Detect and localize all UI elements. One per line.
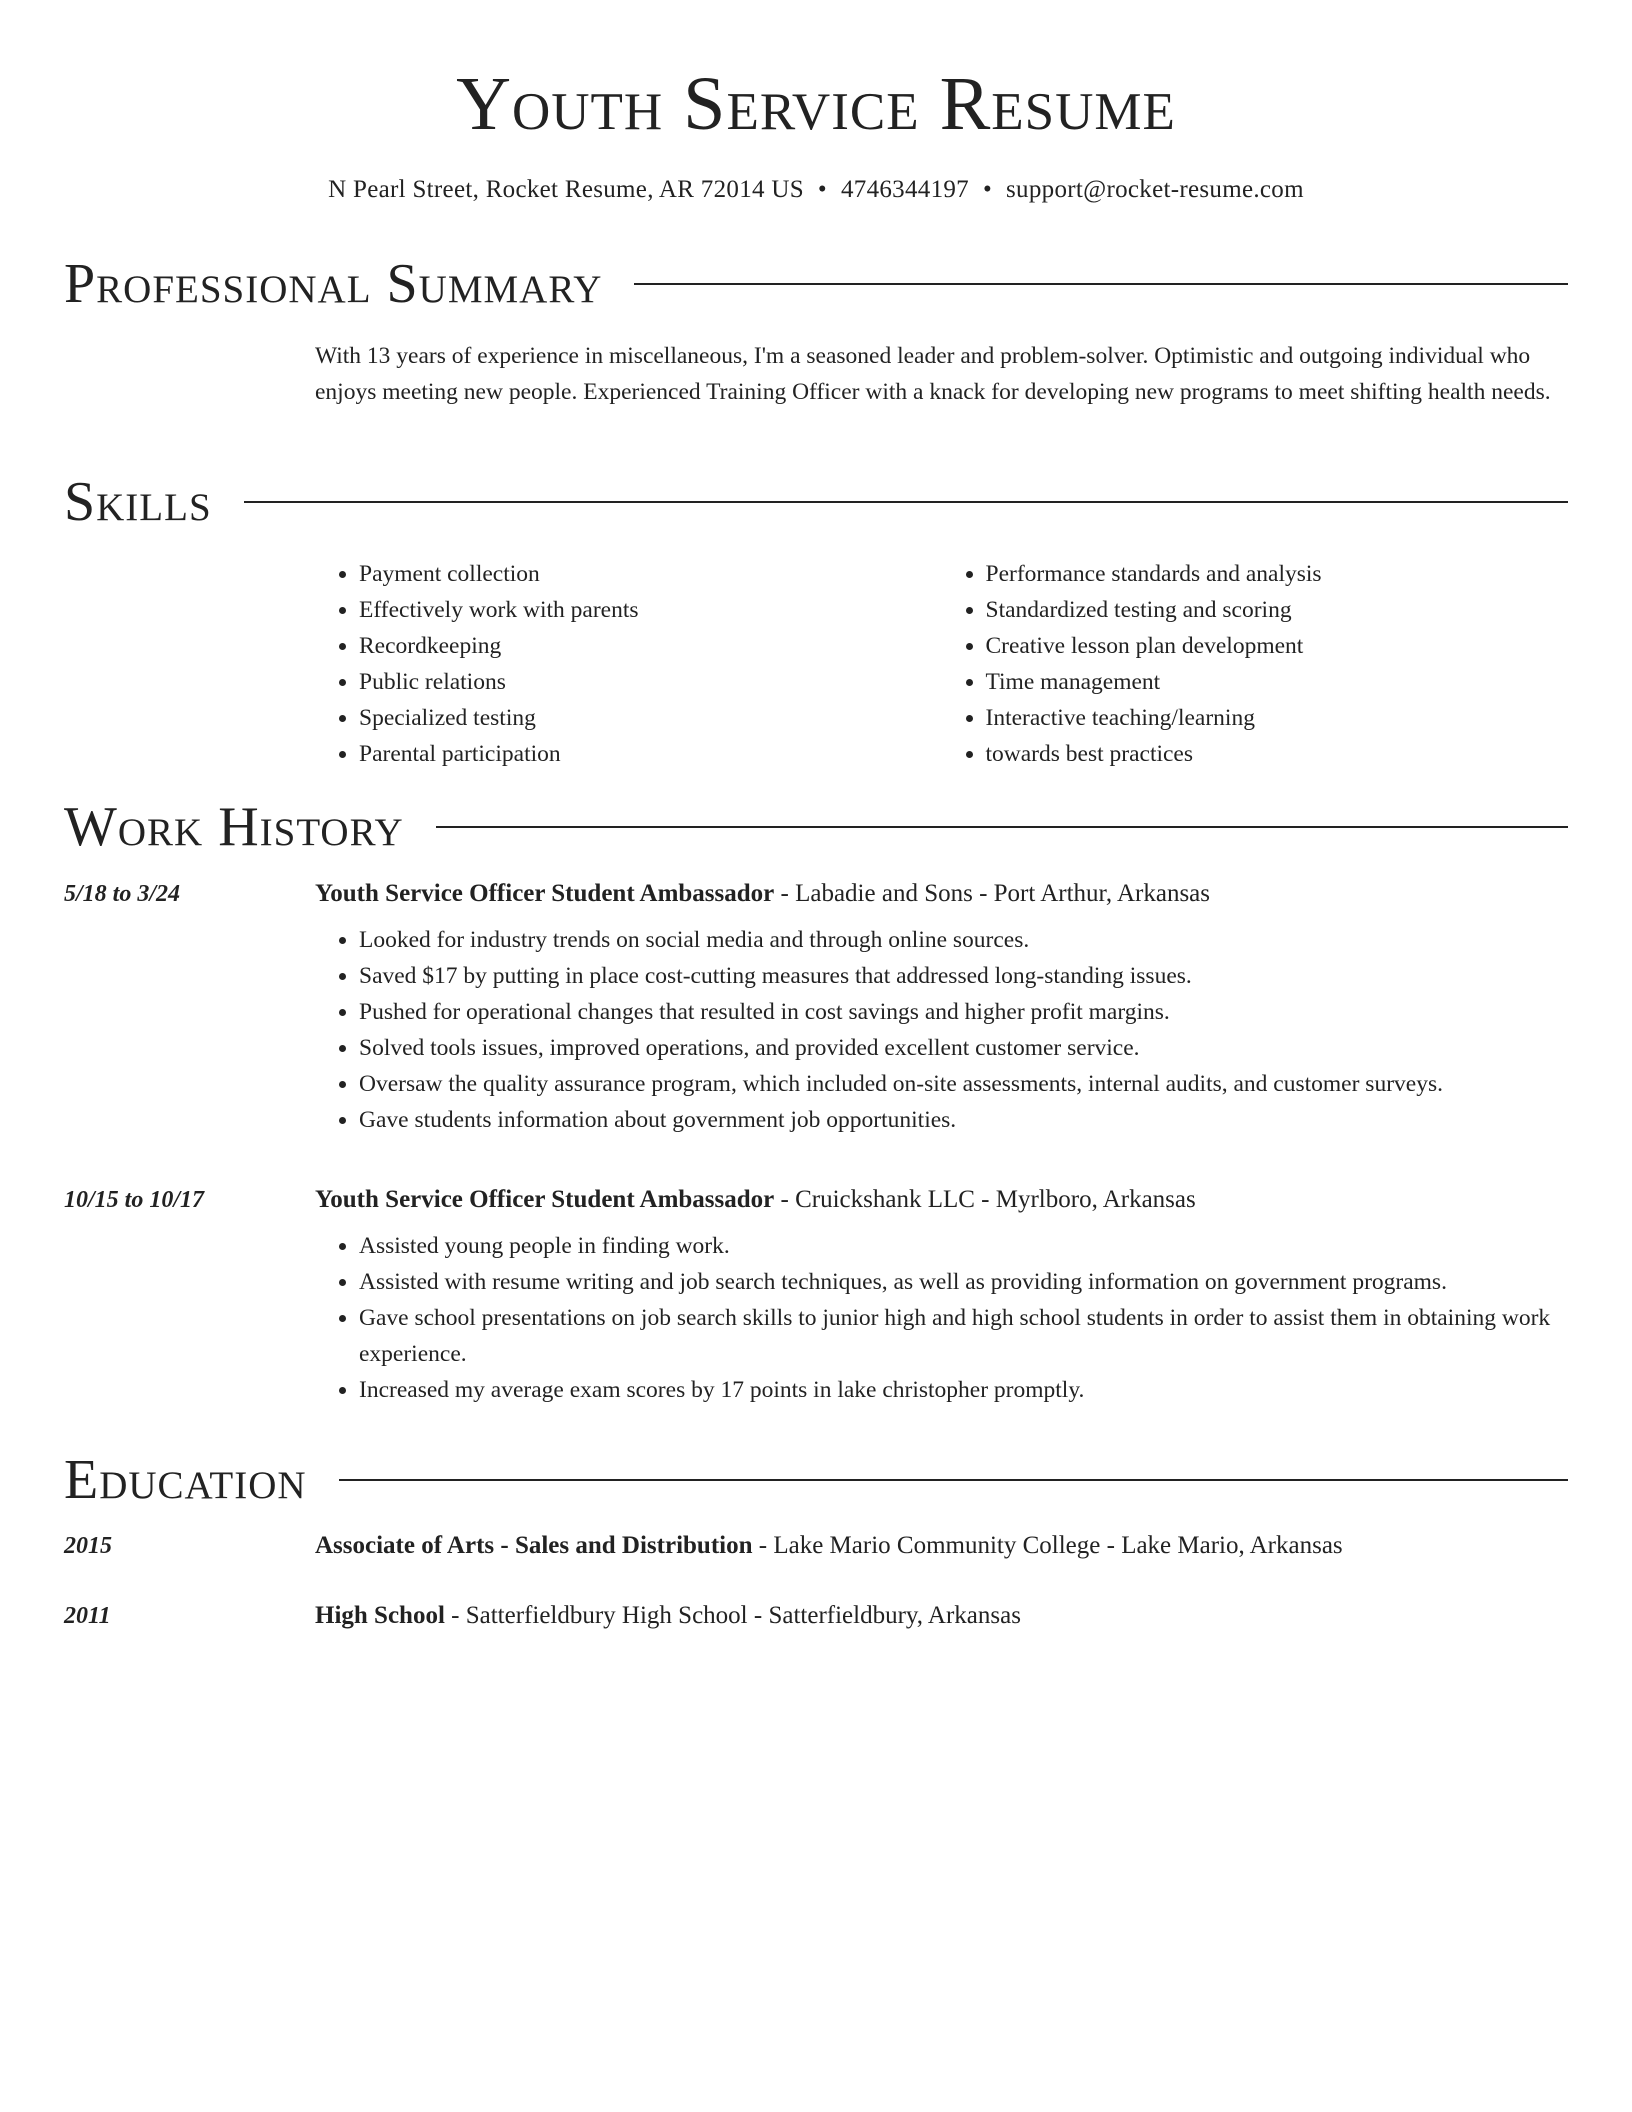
job-title: Youth Service Officer Student Ambassador — [315, 880, 775, 907]
duty-item: • Looked for industry trends on social media and through online sources. — [359, 922, 1568, 958]
duty-item: • Gave school presentations on job search skills to junior high and high school students in order to assist them in obtaining work experience. — [359, 1300, 1568, 1372]
section-divider — [634, 283, 1568, 285]
skills-section — [64, 556, 1568, 772]
skills-list-right — [942, 556, 1569, 772]
job-entry — [64, 880, 1568, 1138]
work-heading — [64, 795, 1568, 859]
summary-heading — [64, 252, 1568, 316]
skill-item: • Parental participation — [359, 736, 942, 772]
education-heading-text: Education — [64, 1449, 307, 1511]
contact-line — [0, 175, 1632, 205]
section-divider — [339, 1479, 1568, 1481]
summary-text: With 13 years of experience in miscellaneous, I'm a seasoned leader and problem-solver. Optimistic and outgoing individual who enjoys meeting new people. Experienced Training Officer with a knack for developing new programs to meet shifting health needs. — [315, 343, 1551, 405]
section-divider — [244, 501, 1568, 503]
job-header — [64, 1186, 1568, 1214]
skill-item: • Payment collection — [359, 556, 942, 592]
job-employer: - Labadie and Sons - Port Arthur, Arkansas — [774, 880, 1210, 907]
duty-item: • Saved $17 by putting in place cost-cutting measures that addressed long-standing issues. — [359, 958, 1568, 994]
skill-item: • Effectively work with parents — [359, 592, 942, 628]
education-row — [64, 1602, 1568, 1630]
education-degree: High School — [315, 1602, 445, 1629]
education-year: 2011 — [64, 1603, 111, 1629]
job-dates: 10/15 to 10/17 — [64, 1187, 205, 1213]
section-divider — [436, 826, 1568, 828]
job-title-line — [315, 880, 1210, 908]
skill-item: • Interactive teaching/learning — [986, 700, 1569, 736]
job-duties — [315, 922, 1568, 1138]
education-line — [315, 1532, 1343, 1560]
duty-item: • Increased my average exam scores by 17 points in lake christopher promptly. — [359, 1372, 1568, 1408]
separator: • — [817, 176, 827, 203]
job-title: Youth Service Officer Student Ambassador — [315, 1186, 775, 1213]
skills-list-left — [315, 556, 942, 772]
skill-item: • Time management — [986, 664, 1569, 700]
education-line — [315, 1602, 1021, 1630]
work-heading-text: Work History — [64, 796, 404, 858]
job-entry — [64, 1186, 1568, 1408]
skill-item: • Creative lesson plan development — [986, 628, 1569, 664]
resume-title: Youth Service Resume — [456, 62, 1176, 146]
education-entry — [64, 1532, 1568, 1560]
address: N Pearl Street, Rocket Resume, AR 72014 US — [328, 176, 804, 203]
skills-heading — [64, 470, 1568, 534]
education-entry — [64, 1602, 1568, 1630]
skill-item: • towards best practices — [986, 736, 1569, 772]
skills-heading-text: Skills — [64, 471, 212, 533]
summary-section — [64, 338, 1568, 410]
education-row — [64, 1532, 1568, 1560]
duty-item: • Assisted young people in finding work. — [359, 1228, 1568, 1264]
summary-heading-text: Professional Summary — [64, 253, 603, 315]
phone: 4746344197 — [840, 176, 969, 203]
duty-item: • Pushed for operational changes that resulted in cost savings and higher profit margins. — [359, 994, 1568, 1030]
skill-item: • Public relations — [359, 664, 942, 700]
skill-item: • Performance standards and analysis — [986, 556, 1569, 592]
skill-item: • Specialized testing — [359, 700, 942, 736]
job-title-line — [315, 1186, 1196, 1214]
job-header — [64, 880, 1568, 908]
duty-item: • Oversaw the quality assurance program, which included on-site assessments, internal audits, and customer surveys. — [359, 1066, 1568, 1102]
education-school: - Satterfieldbury High School - Satterfieldbury, Arkansas — [444, 1602, 1021, 1629]
job-employer: - Cruickshank LLC - Myrlboro, Arkansas — [774, 1186, 1196, 1213]
education-degree: Associate of Arts - Sales and Distribution — [315, 1532, 753, 1559]
education-year: 2015 — [64, 1533, 112, 1559]
job-duties — [315, 1228, 1568, 1408]
skill-item: • Standardized testing and scoring — [986, 592, 1569, 628]
duty-item: • Solved tools issues, improved operations, and provided excellent customer service. — [359, 1030, 1568, 1066]
education-heading — [64, 1448, 1568, 1512]
skill-item: • Recordkeeping — [359, 628, 942, 664]
education-school: - Lake Mario Community College - Lake Mario, Arkansas — [752, 1532, 1343, 1559]
separator: • — [982, 176, 993, 203]
skills-columns — [315, 556, 1568, 772]
job-dates: 5/18 to 3/24 — [64, 881, 181, 907]
duty-item: • Assisted with resume writing and job search techniques, as well as providing information on government programs. — [359, 1264, 1568, 1300]
duty-item: • Gave students information about government job opportunities. — [359, 1102, 1568, 1138]
email: support@rocket-resume.com — [1006, 176, 1304, 203]
